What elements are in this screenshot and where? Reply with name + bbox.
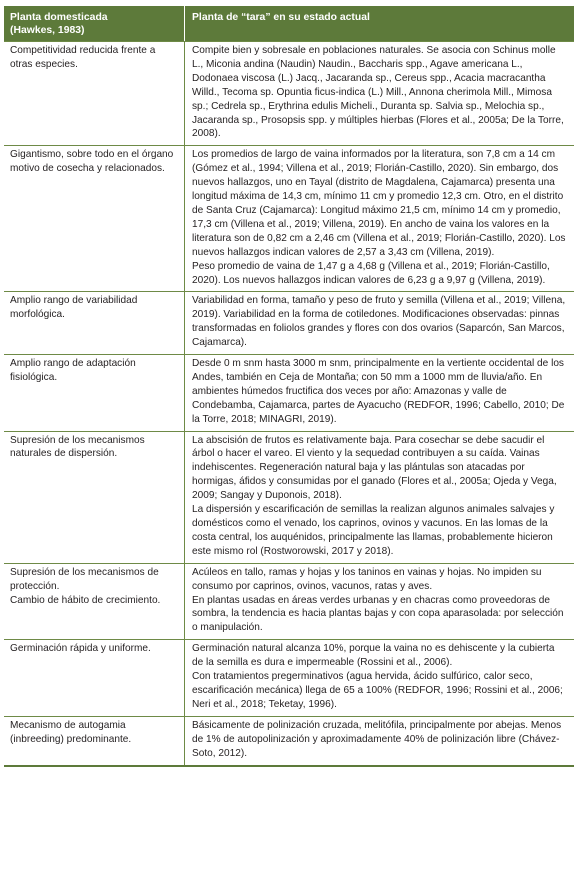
- header-col1-line2: (Hawkes, 1983): [10, 25, 85, 36]
- header-col1-line1: Planta domesticada: [10, 12, 108, 23]
- current-state-paragraph: Desde 0 m snm hasta 3000 m snm, principalmente en la vertiente occidental de los Andes, también en Ceja de Montaña; con 50 mm a 1000 mm de lluvia/año. En ambientes húmedos fructifica dos veces por año: Amazonas y valle de Condebamba, Cajamarca, partes de Ayacucho (REDFOR, 1996; Cabello, 2010; De la Torre, 2018; MINAGRI, 2019).: [192, 358, 565, 425]
- header-domesticated-plant: [4, 6, 185, 41]
- table-row: [4, 145, 574, 291]
- trait-text: Cambio de hábito de crecimiento.: [10, 594, 161, 606]
- current-state-paragraph: Peso promedio de vaina de 1,47 g a 4,68 g (Villena et al., 2019; Florián-Castillo, 2020). Los nuevos hallazgos indican valores de 6,23 g a 9,97 g (Villena, 2019).: [192, 260, 550, 286]
- trait-text: Supresión de los mecanismos naturales de dispersión.: [10, 434, 145, 460]
- current-state-cell: [185, 717, 574, 765]
- current-state-cell: [185, 42, 574, 145]
- table-header: [4, 6, 574, 41]
- trait-cell: [4, 292, 185, 354]
- current-state-paragraph: Los promedios de largo de vaina informados por la literatura, son 7,8 cm a 14 cm (Gómez et al., 1994; Villena et al., 2019; Florián-Castillo, 2020). Sin embargo, dos nuevos hallazgos, uno en Tayal (distrito de Magdalena, Cajamarca) presenta una longitud máxima de 14,3 cm, mínimo 11 cm y promedio 12,3 cm. Otro, en el distrito de Santa Cruz (Cajamarca): Longitud máximo 21,5 cm, mínimo 14 cm y promedio, 17,3 cm (Villena et al., 2019; Villena, 2019). En ancho de vaina los valores en la literatura son de 0,82 cm a 2,46 cm (Villena et al., 2019; Florián-Castillo, 2020). Los nuevos hallazgos indican valores de 2,57 a 3,43 cm (Villena, 2019).: [192, 149, 566, 258]
- current-state-paragraph: Compite bien y sobresale en poblaciones naturales. Se asocia con Schinus molle L., Miconia andina (Naudin) Naudin., Baccharis spp., Agave americana L., Dodonaea viscosa (L.) Jacq., Jacaranda sp., Cereus spp., Acacia macracantha Willd., Tecoma sp. Opuntia ficus-indica (L.) Mill., Annona cherimola Mill., Mimosa sp.; Cedrela sp., Erythrina edulis Micheli., Duranta sp. Salvia sp., Melochia sp., Jacaranda sp., Prosopsis spp. y múltiples hierbas (Flores et al., 2005a; De la Torre, 2008).: [192, 45, 564, 140]
- current-state-cell: [185, 432, 574, 563]
- trait-text: Supresión de los mecanismos de protección.: [10, 566, 159, 592]
- current-state-cell: [185, 355, 574, 431]
- table-row: [4, 716, 574, 767]
- current-state-paragraph: Variabilidad en forma, tamaño y peso de fruto y semilla (Villena et al., 2019; Villena, 2019). Variabilidad en la forma de cotiledones. Modificaciones observadas: pinnas transformadas en foliolos grandes y flores con dos ovarios (Saparcón, San Marcos, Cajamarca).: [192, 295, 566, 349]
- trait-text: Gigantismo, sobre todo en el órgano motivo de cosecha y relacionados.: [10, 149, 174, 175]
- table-row: [4, 41, 574, 145]
- current-state-paragraph: En plantas usadas en áreas verdes urbanas y en chacras como proveedoras de sombra, la tendencia es hacia plantas bajas y con copa aparasolada: por selección o manipulación.: [192, 594, 564, 634]
- trait-text: Amplio rango de adaptación fisiológica.: [10, 358, 136, 383]
- current-state-paragraph: La abscisión de frutos es relativamente baja. Para cosechar se debe sacudir el árbol o hacer el vareo. El viento y la sequedad contribuyen a su caída. Vainas indehiscentes. Regeneración natural baja y las plántulas son atacadas por hormigas, áfidos y consumidas por el ganado (Flores et al., 2005a; Ojeda y Vega, 2009; Sangay y Duponois, 2018).: [192, 434, 557, 502]
- trait-cell: [4, 717, 185, 765]
- trait-cell: [4, 355, 185, 431]
- current-state-cell: [185, 640, 574, 716]
- table-row: [4, 354, 574, 431]
- current-state-cell: [185, 292, 574, 354]
- table-body: [4, 41, 574, 767]
- trait-cell: [4, 146, 185, 291]
- header-tara-plant: Planta de “tara” en su estado actual: [192, 12, 370, 23]
- current-state-paragraph: Germinación natural alcanza 10%, porque la vaina no es dehiscente y la cubierta de la semilla es dura e impermeable (Rossini et al., 2006).: [192, 643, 555, 669]
- table-row: [4, 639, 574, 716]
- trait-text: Amplio rango de variabilidad morfológica.: [10, 295, 138, 321]
- trait-cell: [4, 42, 185, 145]
- current-state-paragraph: Básicamente de polinización cruzada, melitófila, principalmente por abejas. Menos de 1% de autopolinización y aproximadamente 40% de polinización libre (Chávez-Soto, 2012).: [192, 719, 562, 759]
- table-row: [4, 291, 574, 354]
- current-state-cell: [185, 564, 574, 640]
- current-state-cell: [185, 146, 574, 291]
- trait-cell: [4, 432, 185, 563]
- trait-text: Germinación rápida y uniforme.: [10, 643, 151, 655]
- trait-text: Competitividad reducida frente a otras especies.: [10, 45, 156, 70]
- table-row: [4, 563, 574, 640]
- comparison-table: [4, 6, 574, 767]
- trait-cell: [4, 564, 185, 640]
- table-row: [4, 431, 574, 563]
- current-state-paragraph: La dispersión y escarificación de semillas la realizan algunos animales salvajes y domésticos como el venado, los caprinos, ovinos y vacunos. En las lomas de la costa central, los auquénidos, principalmente las llamas, probablemente hicieron este mismo rol (Rostworowski, 2017 y 2018).: [192, 504, 555, 557]
- trait-cell: [4, 640, 185, 716]
- trait-text: Mecanismo de autogamia (inbreeding) predominante.: [10, 719, 132, 745]
- current-state-paragraph: Acúleos en tallo, ramas y hojas y los taninos en vainas y hojas. No impiden su consumo por caprinos, ovinos, vacunos, ratas y aves.: [192, 566, 542, 592]
- current-state-paragraph: Con tratamientos pregerminativos (agua hervida, ácido sulfúrico, calor seco, escarificación mecánica) llega de 65 a 100% (REDFOR, 1996; Rossini et al., 2006; Neri et al., 2018; Teketay, 1996).: [192, 671, 563, 710]
